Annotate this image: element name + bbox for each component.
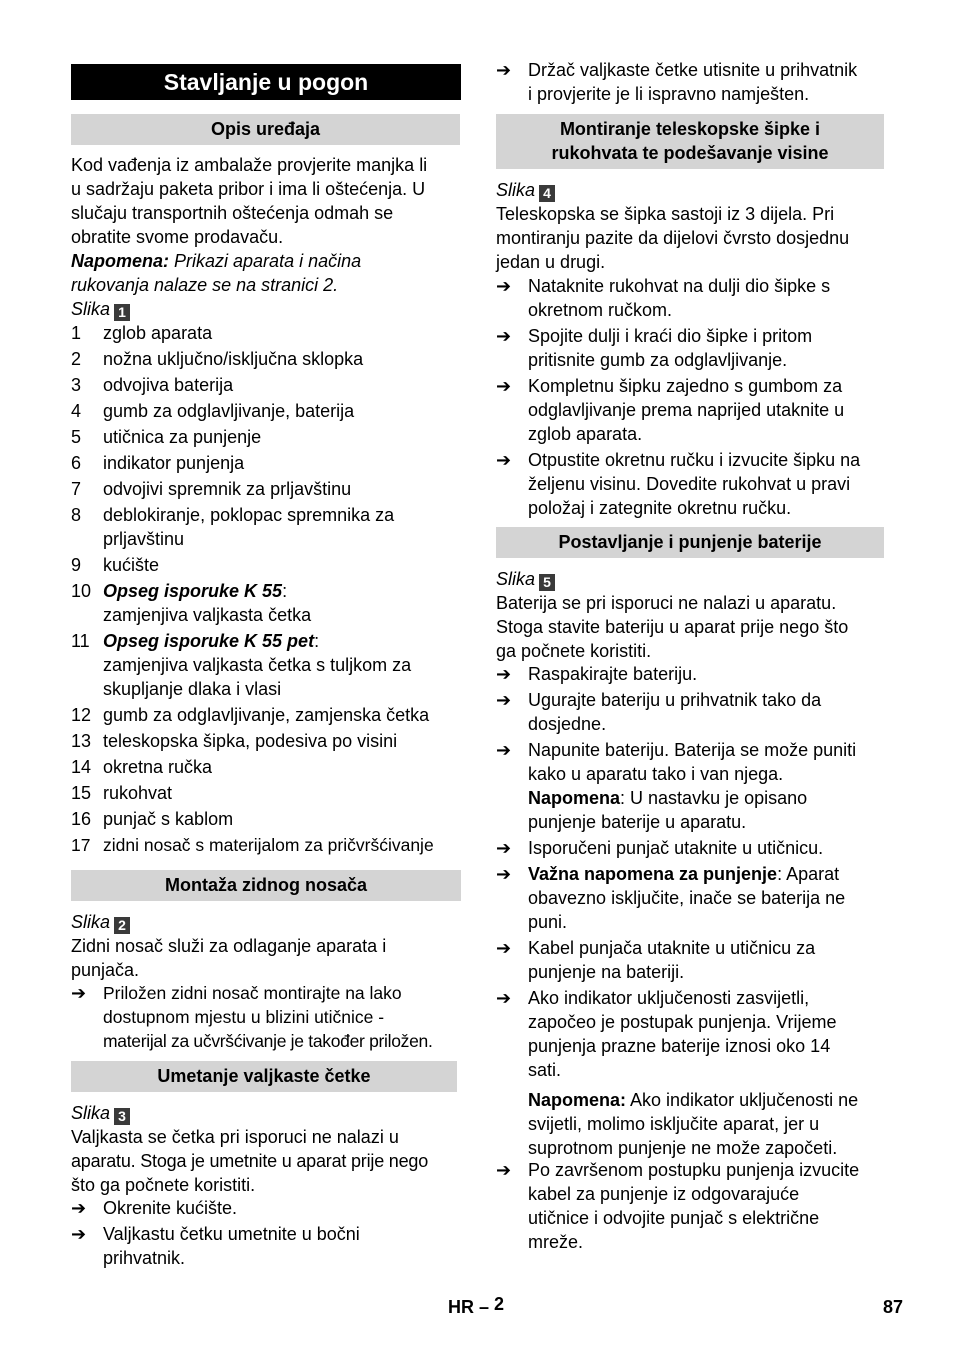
text-line: Okrenite kućište. (103, 1198, 238, 1218)
note-label: Napomena: (71, 251, 170, 271)
step-text (103, 981, 461, 1053)
text-line: ga počnete koristiti. (496, 641, 652, 661)
slika-label: Slika (496, 180, 536, 200)
note-text: : Aparat (777, 864, 840, 884)
item-text (103, 703, 461, 727)
heading-baterija: Postavljanje i punjenje baterije (496, 527, 884, 558)
text-line: Nataknite rukohvat na dulji dio šipke s (528, 276, 831, 296)
item-text (103, 373, 461, 397)
text-line: Po završenom postupku punjenja izvucite (528, 1160, 860, 1180)
text-line: materijal za učvršćivanje je također priložen. (103, 1031, 433, 1051)
step-text (528, 1158, 886, 1254)
dash: – (479, 1297, 490, 1317)
text-line: pritisnite gumb za odglavljivanje. (528, 350, 788, 370)
item-text (103, 729, 461, 753)
item-number: 1 (71, 323, 82, 343)
umetanje-body (71, 1101, 461, 1197)
item-number: 5 (71, 427, 82, 447)
step-text (103, 1222, 461, 1270)
text-line: Valjkastu četku umetnite u bočni (103, 1224, 360, 1244)
item-number: 17 (71, 835, 91, 855)
text-line: započeo je postupak punjenja. Vrijeme (528, 1012, 837, 1032)
text-line: položaj i zategnite okretnu ručku. (528, 498, 792, 518)
text-line: gumb za odglavljivanje, baterija (103, 401, 355, 421)
text-line: gumb za odglavljivanje, zamjenska četka (103, 705, 430, 725)
text-line: puni. (528, 912, 568, 932)
text-line: okretna ručka (103, 757, 213, 777)
note (71, 249, 461, 273)
step-text (528, 862, 886, 934)
step-text (103, 1196, 461, 1220)
item-text (103, 399, 461, 423)
step-text (528, 936, 886, 984)
text-line: i provjerite je li ispravno namješten. (528, 84, 810, 104)
note-text: rukovanja nalaze se na stranici 2. (71, 275, 339, 295)
text-line: nožna uključno/isključna sklopka (103, 349, 364, 369)
text-line: deblokiranje, poklopac spremnika za (103, 505, 395, 525)
colon: : (282, 581, 288, 601)
colon: : (314, 631, 320, 651)
section-title: Stavljanje u pogon (71, 64, 461, 100)
text-line: prljavštinu (103, 529, 185, 549)
text-line: punjenja prazne baterije iznosi oko 14 (528, 1036, 831, 1056)
item-text (103, 553, 461, 577)
note-text: : U nastavku je opisano (620, 788, 808, 808)
text-line: zglob aparata (103, 323, 213, 343)
text-line: suprotnom punjenje ne može započeti. (528, 1138, 838, 1158)
item-number: 14 (71, 757, 92, 777)
text-line: prihvatnik. (103, 1248, 186, 1268)
text-line: zidni nosač s materijalom za pričvršćivanje (103, 835, 434, 855)
text-line: Priložen zidni nosač montirajte na lako (103, 983, 402, 1003)
text-line: Kabel punjača utaknite u utičnicu za (528, 938, 816, 958)
heading-line: Montiranje teleskopske šipke i (559, 119, 821, 139)
item-text (103, 579, 461, 627)
figure-ref (496, 567, 886, 591)
figure-ref (496, 178, 886, 202)
text-line: montiranju pazite da dijelovi čvrsto dosjednu (496, 228, 850, 248)
figure-number-badge: 5 (539, 574, 555, 591)
text-line: Raspakirajte bateriju. (528, 664, 698, 684)
item-number: 9 (71, 555, 82, 575)
item-number: 13 (71, 731, 92, 751)
text-line: što ga počnete koristiti. (71, 1175, 256, 1195)
page-number: 87 (883, 1297, 904, 1317)
arrow-right-icon: ➔ (496, 376, 512, 396)
text-line: Spojite dulji i kraći dio šipke i pritom (528, 326, 813, 346)
arrow-right-icon: ➔ (496, 740, 512, 760)
slika-label: Slika (71, 299, 111, 319)
text-line: Baterija se pri isporuci ne nalazi u aparatu. (496, 593, 837, 613)
figure-number-badge: 4 (539, 185, 555, 202)
text-line: Kod vađenja iz ambalaže provjerite manjka li (71, 155, 428, 175)
section-page: 2 (494, 1294, 505, 1314)
text-line: indikator punjenja (103, 453, 245, 473)
baterija-body (496, 567, 886, 663)
text-line: dostupnom mjestu u blizini utičnice - (103, 1007, 385, 1027)
item-text (103, 807, 461, 831)
item-number: 11 (71, 631, 90, 651)
note (528, 786, 886, 810)
important-label: Važna napomena za punjenje (528, 864, 778, 884)
step-text (528, 986, 886, 1160)
heading-opis: Opis uređaja (71, 114, 460, 145)
arrow-right-icon: ➔ (71, 1224, 87, 1244)
note-text: Prikazi aparata i načina (169, 251, 362, 271)
heading-umetanje: Umetanje valjkaste četke (71, 1061, 457, 1092)
item-number: 2 (71, 349, 82, 369)
heading-teleskopska (496, 114, 884, 169)
item-label-line (103, 629, 461, 653)
arrow-right-icon: ➔ (71, 1198, 87, 1218)
step-text (528, 836, 886, 860)
step-text (528, 324, 886, 372)
text-line: dosjedne. (528, 714, 607, 734)
figure-ref (71, 910, 461, 934)
heading-montaza: Montaža zidnog nosača (71, 870, 461, 901)
item-text (103, 451, 461, 475)
footer-lang (448, 1295, 504, 1319)
note-label: Napomena (528, 788, 621, 808)
item-label-line (103, 579, 461, 603)
text-line: željenu visinu. Dovedite rukohvat u pravi (528, 474, 851, 494)
item-number: 16 (71, 809, 92, 829)
step-text (528, 448, 886, 520)
step-item (71, 981, 461, 1053)
item-text (103, 477, 461, 501)
step-text (528, 274, 886, 322)
text-line: Stoga stavite bateriju u aparat prije nego što (496, 617, 849, 637)
slika-label: Slika (71, 912, 111, 932)
item-number: 3 (71, 375, 82, 395)
text-line: Teleskopska se šipka sastoji iz 3 dijela. Pri (496, 204, 835, 224)
item-text (103, 833, 461, 857)
item-number: 6 (71, 453, 82, 473)
arrow-right-icon: ➔ (496, 450, 512, 470)
step-text (528, 688, 886, 736)
item-text (103, 755, 461, 779)
arrow-right-icon: ➔ (496, 838, 512, 858)
arrow-right-icon: ➔ (496, 690, 512, 710)
text-line: svijetli, molimo isključite aparat, jer u (528, 1114, 820, 1134)
text-line: skupljanje dlaka i vlasi (103, 679, 282, 699)
note (528, 1088, 886, 1112)
text-line: jedan u drugi. (496, 252, 606, 272)
arrow-right-icon: ➔ (496, 664, 512, 684)
step-text (528, 738, 886, 834)
text-line: obavezno isključite, inače se baterija ne (528, 888, 846, 908)
slika-label: Slika (71, 1103, 111, 1123)
text-line: kabel za punjenje iz odgovarajuće (528, 1184, 800, 1204)
text-line: punjača. (71, 960, 140, 980)
tele-body (496, 178, 886, 274)
text-line: teleskopska šipka, podesiva po visini (103, 731, 398, 751)
item-number: 12 (71, 705, 92, 725)
text-line: kućište (103, 555, 160, 575)
item-number: 7 (71, 479, 82, 499)
text-line: sati. (528, 1060, 562, 1080)
text-line: mreže. (528, 1232, 584, 1252)
text-line: Isporučeni punjač utaknite u utičnicu. (528, 838, 824, 858)
item-text (103, 425, 461, 449)
arrow-right-icon: ➔ (496, 938, 512, 958)
step-text (528, 662, 886, 686)
note-text: Ako indikator uključenosti ne (626, 1090, 859, 1110)
text-line: Napunite bateriju. Baterija se može puniti (528, 740, 857, 760)
note-label: Napomena: (528, 1090, 627, 1110)
item-text (103, 503, 461, 551)
text-line: obratite svome prodavaču. (71, 227, 284, 247)
item-text (103, 781, 461, 805)
figure-number-badge: 3 (114, 1108, 130, 1125)
slika-label: Slika (496, 569, 536, 589)
text-line: Kompletnu šipku zajedno s gumbom za (528, 376, 843, 396)
item-text (103, 629, 461, 701)
item-text (103, 321, 461, 345)
important-note (528, 862, 886, 886)
text-line: Otpustite okretnu ručku i izvucite šipku na (528, 450, 861, 470)
montaza-body (71, 910, 461, 982)
arrow-right-icon: ➔ (496, 60, 512, 80)
heading-line: rukohvata te podešavanje visine (551, 143, 829, 163)
text-line: Ugurajte bateriju u prihvatnik tako da (528, 690, 822, 710)
note-text: punjenje baterije u aparatu. (528, 812, 747, 832)
arrow-right-icon: ➔ (71, 983, 87, 1003)
figure-number-badge: 1 (114, 304, 130, 321)
arrow-right-icon: ➔ (496, 276, 512, 296)
arrow-right-icon: ➔ (496, 864, 512, 884)
text-line: odglavljivanje prema naprijed utaknite u (528, 400, 845, 420)
text-line: zamjenjiva valjkasta četka (103, 605, 312, 625)
figure-ref (71, 1101, 461, 1125)
item-number: 8 (71, 505, 82, 525)
text-line: Zidni nosač služi za odlaganje aparata i (71, 936, 387, 956)
text-line: aparatu. Stoga je umetnite u aparat prije nego (71, 1151, 429, 1171)
text-line: utičnica za punjenje (103, 427, 262, 447)
text-line: odvojiva baterija (103, 375, 234, 395)
text-line: utičnice i odvojite punjač s električne (528, 1208, 820, 1228)
figure-number-badge: 2 (114, 917, 130, 934)
step-text (528, 58, 886, 106)
text-line: odvojivi spremnik za prljavštinu (103, 479, 352, 499)
opis-intro (71, 153, 461, 321)
item-number: 10 (71, 581, 92, 601)
figure-ref (71, 297, 461, 321)
text-line: punjenje na bateriji. (528, 962, 685, 982)
item-label: Opseg isporuke K 55 pet (103, 631, 315, 651)
text-line: punjač s kablom (103, 809, 234, 829)
item-number: 15 (71, 783, 92, 803)
text-line: Valjkasta se četka pri isporuci ne nalazi u (71, 1127, 399, 1147)
text-line: Ako indikator uključenosti zasvijetli, (528, 988, 810, 1008)
text-line: zglob aparata. (528, 424, 643, 444)
language-code: HR (448, 1297, 474, 1317)
text-line: rukohvat (103, 783, 173, 803)
step-text (528, 374, 886, 446)
text-line: slučaju transportnih oštećenja odmah se (71, 203, 394, 223)
text-line: kako u aparatu tako i van njega. (528, 764, 784, 784)
item-number: 4 (71, 401, 82, 421)
text-line: u sadržaju paketa pribor i ima li oštećenja. U (71, 179, 426, 199)
text-line: zamjenjiva valjkasta četka s tuljkom za (103, 655, 412, 675)
text-line: okretnom ručkom. (528, 300, 673, 320)
arrow-right-icon: ➔ (496, 326, 512, 346)
item-label: Opseg isporuke K 55 (103, 581, 283, 601)
text-line: Držač valjkaste četke utisnite u prihvatnik (528, 60, 858, 80)
arrow-right-icon: ➔ (496, 988, 512, 1008)
item-text (103, 347, 461, 371)
arrow-right-icon: ➔ (496, 1160, 512, 1180)
